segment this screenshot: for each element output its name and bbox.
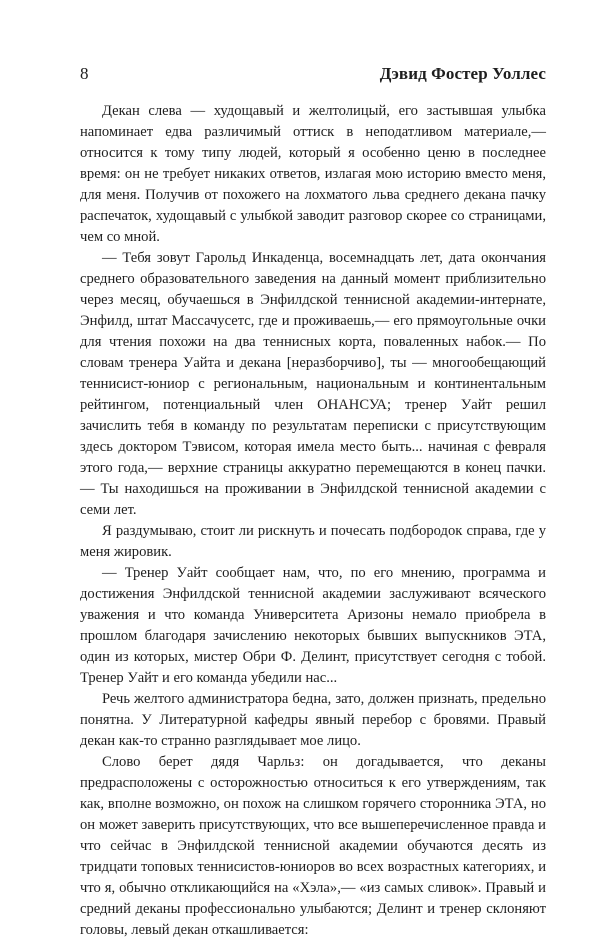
paragraph: — Тебя зовут Гарольд Инкаденца, восемнадцать лет, дата окончания среднего образовательного заведения на данный момент приблизительно через месяц, обучаешься в Энфилдской теннисной академии-интернате, Энфилд, штат Массачусетс, где и проживаешь,— его прямоугольные очки для чтения похожи на два теннисных корта, поваленных набок.— По словам тренера Уайта и декана [неразборчиво], ты — многообещающий теннисист-юниор с региональным, национальным и континентальным рейтингом, потенциальный член ОНАНСУА; тренер Уайт решил зачислить тебя в команду по результатам переписки с присутствующим здесь доктором Тэвисом, которая имела место быть... начиная с февраля этого года,— верхние страницы аккуратно перемещаются в конец пачки.— Ты находишься на проживании в Энфилдской теннисной академии с семи лет. — [80, 250, 546, 518]
paragraph: Я раздумываю, стоит ли рискнуть и почесать подбородок справа, где у меня жировик. — [80, 523, 546, 560]
paragraph: Речь желтого администратора бедна, зато, должен признать, предельно понятна. У Литературной кафедры явный перебор с бровями. Правый декан как-то странно разглядывает мое лицо. — [80, 691, 546, 749]
page-number: 8 — [80, 64, 89, 83]
book-author: Дэвид Фостер Уоллес — [379, 64, 546, 83]
paragraph: Декан слева — худощавый и желтолицый, его застывшая улыбка напоминает едва различимый оттиск в неподатливом материале,— относится к тому типу людей, который я особенно ценю в последнее время: он не требует никаких ответов, излагая мою историю вместо меня, для меня. Получив от похожего на лохматого льва среднего декана пачку распечаток, худощавый с улыбкой заводит разговор скорее со страницами, чем со мной. — [80, 103, 546, 245]
paragraph: Слово берет дядя Чарльз: он догадывается, что деканы предрасположены с осторожностью относиться к его утверждениям, так как, вполне возможно, он похож на слишком горячего сторонника ЭТА, но он может заверить присутствующих, что все вышеперечисленное правда и что сейчас в Энфилдской теннисной академии обучаются десять из тридцати топовых теннисистов-юниоров во всех возрастных категориях, и что я, обычно откликающийся на «Хэла»,— «из самых сливок». Правый и средний деканы профессионально улыбаются; Делинт и тренер склоняют головы, левый декан откашливается: — [80, 754, 546, 938]
paragraph: — Тренер Уайт сообщает нам, что, по его мнению, программа и достижения Энфилдской теннисной академии заслуживают всяческого уважения и что команда Университета Аризоны немало приобрела в прошлом благодаря зачислению некоторых бывших выпускников ЭТА, один из которых, мистер Обри Ф. Делинт, присутствует сегодня с тобой. Тренер Уайт и его команда убедили нас... — [80, 565, 546, 686]
running-head — [80, 64, 546, 88]
body-text — [80, 101, 546, 941]
